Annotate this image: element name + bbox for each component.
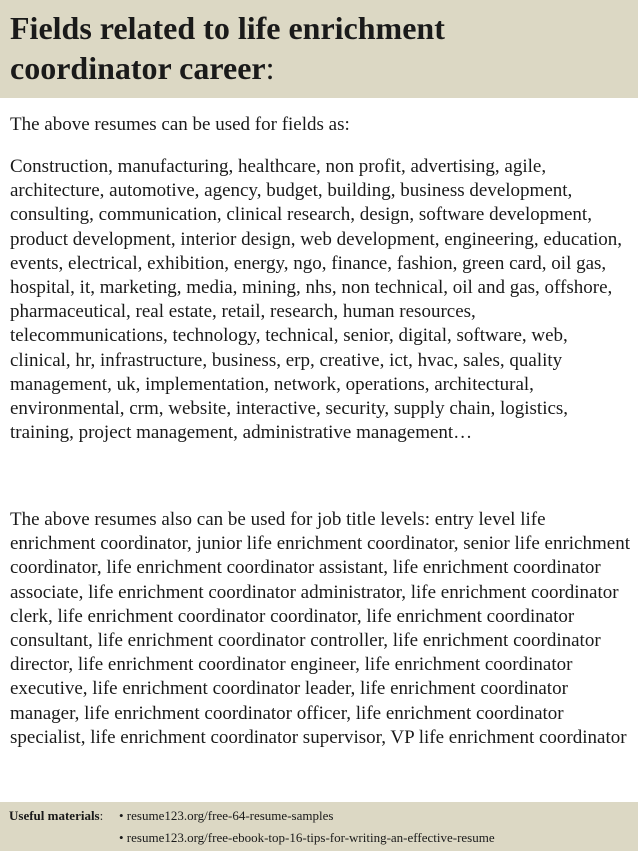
title-line-1: Fields related to life enrichment (10, 10, 445, 46)
intro-text: The above resumes can be used for fields as: (10, 114, 350, 135)
footer-label-text: Useful materials (9, 808, 100, 823)
page-title (10, 8, 445, 88)
resume-samples-link[interactable]: • resume123.org/free-64-resume-samples (119, 808, 334, 823)
ebook-tips-link[interactable]: • resume123.org/free-ebook-top-16-tips-for-writing-an-effective-resume (119, 830, 495, 845)
title-line-2: coordinator career (10, 50, 266, 86)
title-banner (0, 0, 638, 98)
footer-label-colon: : (99, 808, 104, 823)
job-levels-paragraph: The above resumes also can be used for job title levels: entry level life enrichment coordinator, junior life enrichment coordinator, senior life enrichment coordinator, life enrichment coordinator assistant, life enrichment coordinator associate, life enrichment coordinator administrator, life enrichment coordinator clerk, life enrichment coordinator coordinator, life enrichment coordinator consultant, life enrichment coordinator controller, life enrichment coordinator director, life enrichment coordinator engineer, life enrichment coordinator executive, life enrichment coordinator leader, life enrichment coordinator manager, life enrichment coordinator officer, life enrichment coordinator specialist, life enrichment coordinator supervisor, VP life enrichment coordinator (10, 509, 630, 748)
footer-label (9, 807, 103, 824)
title-colon: : (265, 50, 275, 86)
useful-materials-footer (0, 802, 638, 851)
fields-paragraph: Construction, manufacturing, healthcare, non profit, advertising, agile, architecture, automotive, agency, budget, building, business development, consulting, communication, clinical research, design, software development, product development, interior design, web development, engineering, education, events, electrical, exhibition, energy, ngo, finance, fashion, green card, oil gas, hospital, it, marketing, media, mining, nhs, non technical, oil and gas, offshore, pharmaceutical, real estate, retail, research, human resources, telecommunications, technology, technical, senior, digital, software, web, clinical, hr, infrastructure, business, erp, creative, ict, hvac, sales, quality management, uk, implementation, network, operations, architectural, environmental, crm, website, interactive, security, supply chain, logistics, training, project management, administrative management… (10, 156, 623, 444)
